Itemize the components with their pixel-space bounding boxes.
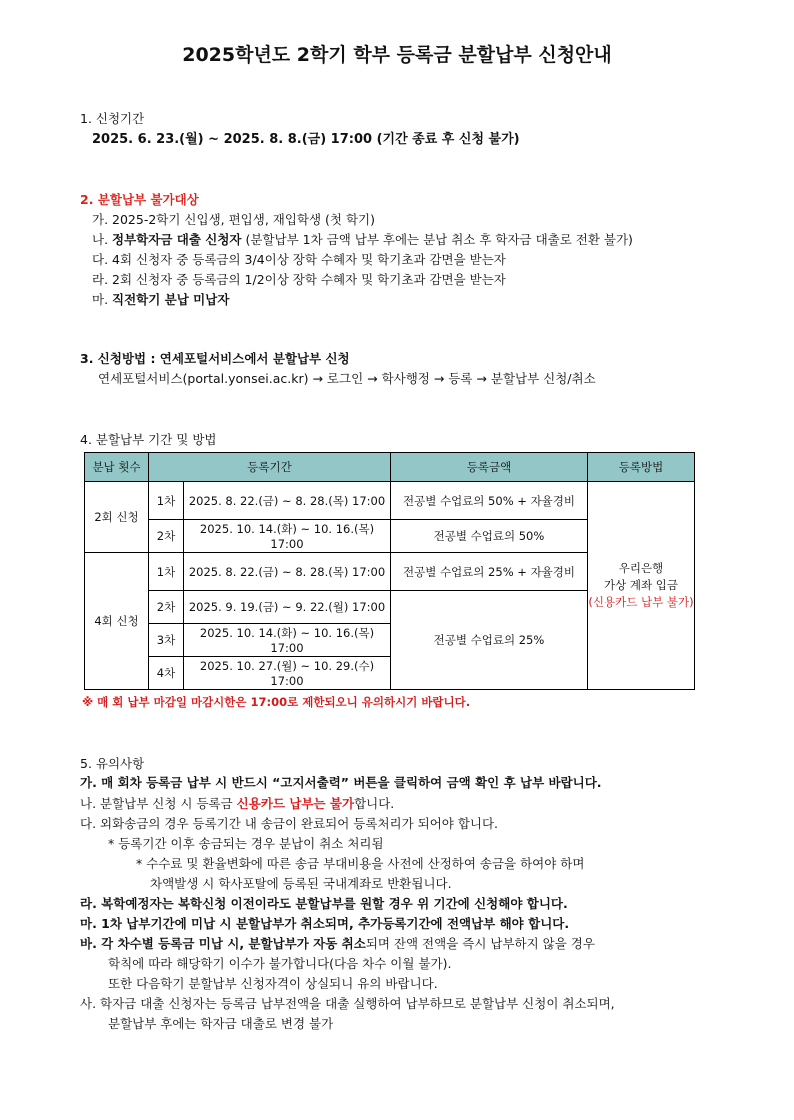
notice-c1: * 등록기간 이후 송금되는 경우 분납이 취소 처리됨 [108,836,384,851]
section4-heading: 4. 분할납부 기간 및 방법 [80,432,217,447]
header-method: 등록방법 [588,453,695,482]
notice-c3: 차액발생 시 학사포탈에 등록된 국내계좌로 반환됩니다. [150,876,452,891]
deadline-note: ※ 매 회 납부 마감일 마감시한은 17:00로 제한되오니 유의하시기 바랍니다. [82,695,471,709]
installment-schedule-table [84,452,695,690]
installment-no: 2차 [149,520,184,553]
group-2-installments: 2회 신청 [85,482,149,553]
installment-amount: 전공별 수업료의 50% + 자율경비 [391,482,588,520]
notice-a: 가. 매 회차 등록금 납부 시 반드시 “고지서출력” 버튼을 클릭하여 금액 확인 후 납부 바랍니다. [80,775,602,790]
group-4-installments: 4회 신청 [85,553,149,690]
notice-c: 다. 외화송금의 경우 등록기간 내 송금이 완료되어 등록처리가 되어야 합니다. [80,816,499,831]
installment-period: 2025. 10. 14.(화) ~ 10. 16.(목) 17:00 [184,624,391,657]
virtual-account: 가상 계좌 입금 [604,578,678,592]
header-installment-count: 분납 횟수 [85,453,149,482]
installment-period: 2025. 8. 22.(금) ~ 8. 28.(목) 17:00 [184,482,391,520]
ineligible-item: 가. 2025-2학기 신입생, 편입생, 재입학생 (첫 학기) [92,212,375,227]
notice-g2: 분할납부 후에는 학자금 대출로 변경 불가 [108,1016,334,1031]
notice-f3: 또한 다음학기 분할납부 신청자격이 상실되니 유의 바랍니다. [108,976,438,991]
notice-g: 사. 학자금 대출 신청자는 등록금 납부전액을 대출 실행하여 납부하므로 분할납부 신청이 취소되며, [80,996,615,1011]
section2-heading: 2. 분할납부 불가대상 [80,192,199,207]
header-period: 등록기간 [149,453,391,482]
notice-f: 바. 각 차수별 등록금 미납 시, 분할납부가 자동 취소되며 잔액 전액을 즉시 납부하지 않을 경우 [80,936,595,951]
page-title: 2025학년도 2학기 학부 등록금 분할납부 신청안내 [182,44,612,66]
installment-period: 2025. 8. 22.(금) ~ 8. 28.(목) 17:00 [184,553,391,591]
table-header-row [85,453,695,482]
notice-b: 나. 분할납부 신청 시 등록금 신용카드 납부는 불가합니다. [80,796,395,811]
installment-amount: 전공별 수업료의 25% + 자율경비 [391,553,588,591]
installment-no: 2차 [149,591,184,624]
application-path: 연세포털서비스(portal.yonsei.ac.kr) → 로그인 → 학사행정 → 등록 → 분할납부 신청/취소 [98,371,596,386]
payment-method [588,482,695,690]
application-period: 2025. 6. 23.(월) ~ 2025. 8. 8.(금) 17:00 (기간 종료 후 신청 불가) [92,132,520,147]
installment-period: 2025. 10. 14.(화) ~ 10. 16.(목) 17:00 [184,520,391,553]
notice-d: 라. 복학예정자는 복학신청 이전이라도 분할납부를 원할 경우 위 기간에 신청해야 합니다. [80,896,568,911]
installment-no: 1차 [149,482,184,520]
installment-no: 1차 [149,553,184,591]
section3-heading: 3. 신청방법 : 연세포털서비스에서 분할납부 신청 [80,351,350,366]
installment-no: 4차 [149,657,184,690]
bank-name: 우리은행 [618,561,664,575]
section5-heading: 5. 유의사항 [80,756,145,771]
ineligible-item: 마. 직전학기 분납 미납자 [92,292,230,307]
ineligible-item: 라. 2회 신청자 중 등록금의 1/2이상 장학 수혜자 및 학기초과 감면을 받는자 [92,272,506,287]
installment-amount: 전공별 수업료의 50% [391,520,588,553]
ineligible-item: 다. 4회 신청자 중 등록금의 3/4이상 장학 수혜자 및 학기초과 감면을 받는자 [92,252,506,267]
installment-no: 3차 [149,624,184,657]
notice-f2: 학칙에 따라 해당학기 이수가 불가합니다(다음 차수 이월 불가). [108,956,452,971]
installment-period: 2025. 9. 19.(금) ~ 9. 22.(월) 17:00 [184,591,391,624]
no-credit-card: (신용카드 납부 불가) [588,595,694,609]
installment-amount: 전공별 수업료의 25% [391,591,588,690]
installment-period: 2025. 10. 27.(월) ~ 10. 29.(수) 17:00 [184,657,391,690]
table-row [85,482,695,520]
notice-c2: * 수수료 및 환율변화에 따른 송금 부대비용을 사전에 산정하여 송금을 하여야 하며 [136,856,585,871]
section1-heading: 1. 신청기간 [80,111,145,126]
notice-e: 마. 1차 납부기간에 미납 시 분할납부가 취소되며, 추가등록기간에 전액납부 해야 합니다. [80,916,570,931]
ineligible-item: 나. 정부학자금 대출 신청자 (분할납부 1차 금액 납부 후에는 분납 취소 후 학자금 대출로 전환 불가) [92,232,633,247]
header-amount: 등록금액 [391,453,588,482]
